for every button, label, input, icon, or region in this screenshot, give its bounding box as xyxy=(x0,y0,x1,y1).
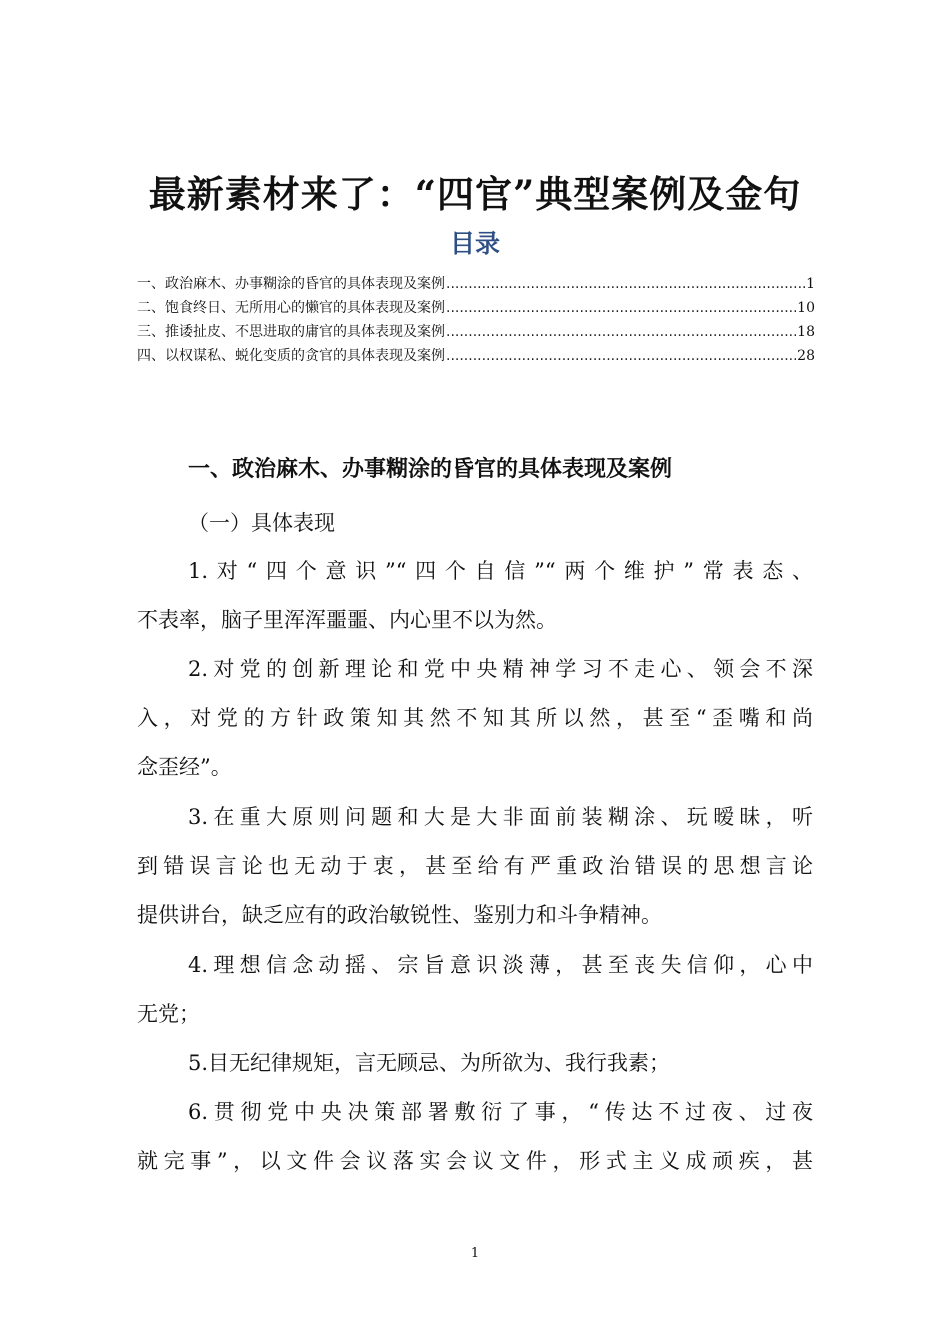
paragraph-line: 到错误言论也无动于衷，甚至给有严重政治错误的思想言论 xyxy=(137,854,813,878)
toc-entry[interactable] xyxy=(137,320,815,344)
toc-entry-label: 四、以权谋私、蜕化变质的贪官的具体表现及案例 xyxy=(137,348,445,364)
body-paragraph xyxy=(137,793,813,940)
toc-dot-leader xyxy=(446,296,796,320)
toc-entry-label: 三、推诿扯皮、不思进取的庸官的具体表现及案例 xyxy=(137,324,445,340)
toc-entry-label: 二、饱食终日、无所用心的懒官的具体表现及案例 xyxy=(137,300,445,316)
page-number: 1 xyxy=(470,1246,480,1261)
toc-entry-page: 1 xyxy=(806,276,815,292)
paragraph-line: 2.对党的创新理论和党中央精神学习不走心、领会不深 xyxy=(188,657,813,681)
body-paragraph xyxy=(137,1039,813,1088)
paragraph-line: 无党； xyxy=(137,1002,200,1026)
section-heading: 一、政治麻木、办事糊涂的昏官的具体表现及案例 xyxy=(188,457,673,482)
sub-heading: （一）具体表现 xyxy=(188,511,335,535)
paragraph-line: 念歪经”。 xyxy=(137,755,232,779)
paragraph-line: 3.在重大原则问题和大是大非面前装糊涂、玩暧昧，听 xyxy=(188,805,813,829)
paragraph-line: 不表率，脑子里浑浑噩噩、内心里不以为然。 xyxy=(137,608,557,632)
document-title: 最新素材来了：“四官”典型案例及金句 xyxy=(148,172,802,216)
toc-entry-page: 10 xyxy=(797,300,815,316)
paragraph-line: 5.目无纪律规矩，言无顾忌、为所欲为、我行我素； xyxy=(188,1051,671,1075)
paragraph-line: 就完事”，以文件会议落实会议文件，形式主义成顽疾，甚 xyxy=(137,1149,813,1173)
table-of-contents xyxy=(137,272,815,368)
paragraph-line: 入，对党的方针政策知其然不知其所以然，甚至“歪嘴和尚 xyxy=(137,706,813,730)
toc-entry-label: 一、政治麻木、办事糊涂的昏官的具体表现及案例 xyxy=(137,276,445,292)
body-paragraph xyxy=(137,1088,813,1186)
body-paragraph xyxy=(137,941,813,1039)
toc-entry[interactable] xyxy=(137,344,815,368)
toc-entry[interactable] xyxy=(137,272,815,296)
paragraph-line: 4.理想信念动摇、宗旨意识淡薄，甚至丧失信仰，心中 xyxy=(188,953,813,977)
toc-entry-page: 18 xyxy=(797,324,815,340)
toc-dot-leader xyxy=(446,272,805,296)
toc-heading: 目录 xyxy=(449,229,500,258)
body-paragraph xyxy=(137,645,813,792)
paragraph-line: 1.对“四个意识”“四个自信”“两个维护”常表态、 xyxy=(188,559,813,583)
paragraph-line: 提供讲台，缺乏应有的政治敏锐性、鉴别力和斗争精神。 xyxy=(137,903,662,927)
paragraph-line: 6.贯彻党中央决策部署敷衍了事，“传达不过夜、过夜 xyxy=(188,1100,813,1124)
toc-entry[interactable] xyxy=(137,296,815,320)
toc-dot-leader xyxy=(446,320,796,344)
toc-dot-leader xyxy=(446,344,796,368)
body-paragraph xyxy=(137,547,813,645)
toc-entry-page: 28 xyxy=(797,348,815,364)
